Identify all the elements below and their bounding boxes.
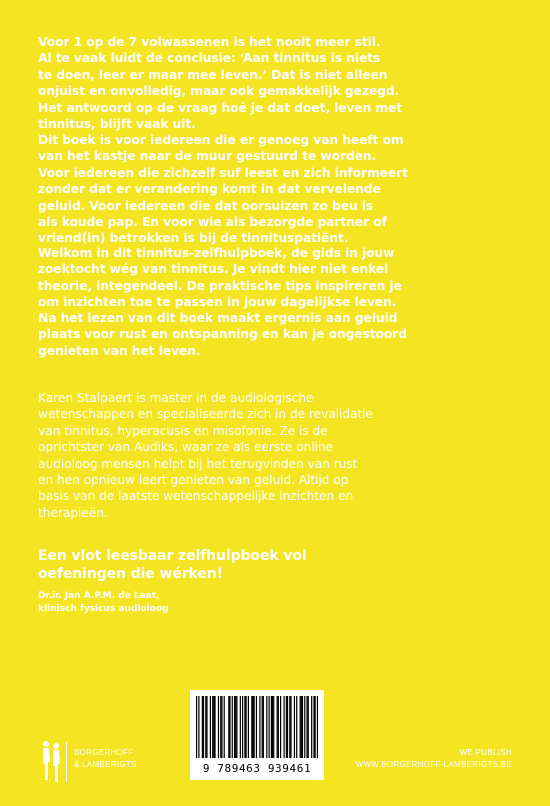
barcode-bar — [272, 696, 273, 758]
isbn-number: 9 789463 939461 — [202, 762, 312, 775]
barcode-bar — [242, 696, 243, 758]
text-line: om inzichten toe te passen in jouw dagelijkse leven. — [38, 295, 397, 310]
barcode-bar — [213, 696, 214, 758]
text-line: Dr.ir. Jan A.P.M. de Laat, — [38, 590, 160, 601]
barcode-bar — [259, 696, 260, 758]
barcode-bar — [287, 696, 288, 758]
isbn-barcode — [190, 690, 324, 780]
text-line: theorie, integendeel. De praktische tips inspireren je — [38, 278, 402, 293]
text-line: wetenschappen en specialiseerde zich in de revalidatie — [38, 407, 373, 422]
barcode-bar — [251, 696, 252, 758]
barcode-bar — [263, 696, 264, 758]
text-line: Voor 1 op de 7 volwassenen is het nooit meer stil. — [38, 35, 381, 49]
barcode-bar — [271, 696, 272, 758]
welcome-paragraph — [38, 245, 518, 311]
barcode-bar — [315, 696, 316, 758]
barcode-bar — [308, 696, 309, 758]
publisher-slogan: WE PUBLISH — [459, 748, 512, 757]
barcode-bar — [302, 696, 303, 758]
barcode-bar — [317, 696, 318, 758]
barcode-bar — [196, 696, 197, 758]
barcode-bar — [283, 696, 284, 758]
publisher-name-line1: BORGERHOFF — [74, 748, 134, 757]
barcode-bar — [228, 696, 229, 758]
barcode-bar — [311, 696, 312, 758]
barcode-bar — [218, 696, 219, 758]
text-line: onjuist en onvolledig, maar ook gemakkelijk gezegd. — [38, 84, 400, 99]
barcode-bar — [280, 696, 281, 758]
barcode-bar — [220, 696, 221, 758]
barcode-bar — [273, 696, 274, 758]
text-line: klinisch fysicus audioloog — [38, 603, 169, 614]
logo-divider — [66, 742, 67, 782]
audience-paragraph — [38, 132, 518, 247]
publisher-logo-icon — [38, 740, 64, 784]
barcode-bar — [198, 696, 199, 758]
endorsement-quote — [38, 547, 518, 583]
text-line: basis van de laatste wetenschappelijke inzichten en — [38, 489, 354, 504]
barcode-bar — [244, 696, 245, 758]
barcode-bar — [232, 696, 233, 758]
barcode-bar — [236, 696, 237, 758]
text-line: Het antwoord op de vraag hoé je dat doet, leven met — [38, 100, 403, 115]
text-line: vriend(in) betrokken is bij de tinnituspatiënt. — [38, 231, 349, 246]
barcode-bar — [252, 696, 253, 758]
barcode-bar — [266, 696, 267, 758]
barcode-bar — [221, 696, 222, 758]
barcode-bar — [234, 696, 235, 758]
text-line: Al te vaak luidt de conclusie: ‘Aan tinnitus is niets — [38, 51, 381, 66]
text-line: en hen opnieuw leert genieten van geluid. Altijd op — [38, 473, 349, 488]
barcode-bars — [196, 696, 318, 760]
barcode-bar — [229, 696, 230, 758]
text-line: Na het lezen van dit boek maakt ergernis aan geluid — [38, 311, 398, 325]
text-line: genieten van het leven. — [38, 343, 201, 358]
barcode-bar — [254, 696, 255, 758]
barcode-bar — [240, 696, 241, 758]
text-line: Een vlot leesbaar zelfhulpboek vol — [38, 548, 307, 564]
barcode-bar — [300, 696, 301, 758]
barcode-bar — [262, 696, 263, 758]
text-line: als koude pap. En voor wie als bezorgde partner of — [38, 215, 387, 230]
barcode-bar — [235, 696, 236, 758]
text-line: zoektocht wég van tinnitus. Je vindt hier niet enkel — [38, 262, 389, 277]
barcode-bar — [296, 696, 297, 758]
barcode-bar — [206, 696, 207, 758]
barcode-bar — [203, 696, 204, 758]
text-line: oefeningen die wérken! — [38, 566, 223, 582]
barcode-bar — [248, 696, 249, 758]
barcode-bar — [294, 696, 295, 758]
barcode-bar — [277, 696, 278, 758]
barcode-bar — [278, 696, 279, 758]
barcode-bar — [286, 696, 287, 758]
text-line: Welkom in dit tinnitus-zelfhulpboek, de gids in jouw — [38, 246, 395, 260]
endorsement-attribution — [38, 589, 518, 615]
text-line: therapieën. — [38, 505, 108, 520]
barcode-bar — [289, 696, 290, 758]
barcode-bar — [313, 696, 314, 758]
barcode-bar — [269, 696, 270, 758]
intro-paragraph — [38, 34, 518, 132]
barcode-bar — [256, 696, 257, 758]
publisher-url: WWW.BORGERHOFF-LAMBERIGTS.BE — [355, 760, 512, 769]
text-line: audioloog mensen helpt bij het terugvinden van rust — [38, 456, 358, 471]
text-line: geluid. Voor iedereen die dat oorsuizen zo beu is — [38, 198, 374, 213]
barcode-bar — [290, 696, 291, 758]
barcode-bar — [212, 696, 213, 758]
text-line: Dit boek is voor iedereen die er genoeg van heeft om — [38, 133, 404, 147]
outcome-paragraph — [38, 310, 518, 359]
text-line: van het kastje naar de muur gestuurd te worden. — [38, 149, 377, 164]
barcode-bar — [202, 696, 203, 758]
text-line: van tinnitus, hyperacusis en misofonie. Ze is de — [38, 423, 328, 438]
text-line: zonder dat er verandering komt in dat vervelende — [38, 182, 381, 197]
barcode-bar — [306, 696, 307, 758]
author-bio — [38, 390, 518, 521]
barcode-bar — [214, 696, 215, 758]
text-line: plaats voor rust en ontspanning en kan je ongestoord — [38, 327, 407, 342]
barcode-bar — [224, 696, 225, 758]
text-line: Karen Stalpaert is master in de audiologische — [38, 391, 314, 405]
barcode-bar — [210, 696, 211, 758]
text-line: Voor iedereen die zichzelf suf leest en zich informeert — [38, 165, 408, 180]
barcode-bar — [245, 696, 246, 758]
barcode-bar — [205, 696, 206, 758]
barcode-bar — [304, 696, 305, 758]
barcode-bar — [301, 696, 302, 758]
publisher-name-line2: & LAMBERIGTS — [74, 760, 137, 769]
text-line: oprichtster van Audiks, waar ze als eerste online — [38, 440, 334, 455]
text-line: tinnitus, blijft vaak uit. — [38, 117, 196, 132]
text-line: te doen, leer er maar mee leven.’ Dat is niet alleen — [38, 67, 388, 82]
